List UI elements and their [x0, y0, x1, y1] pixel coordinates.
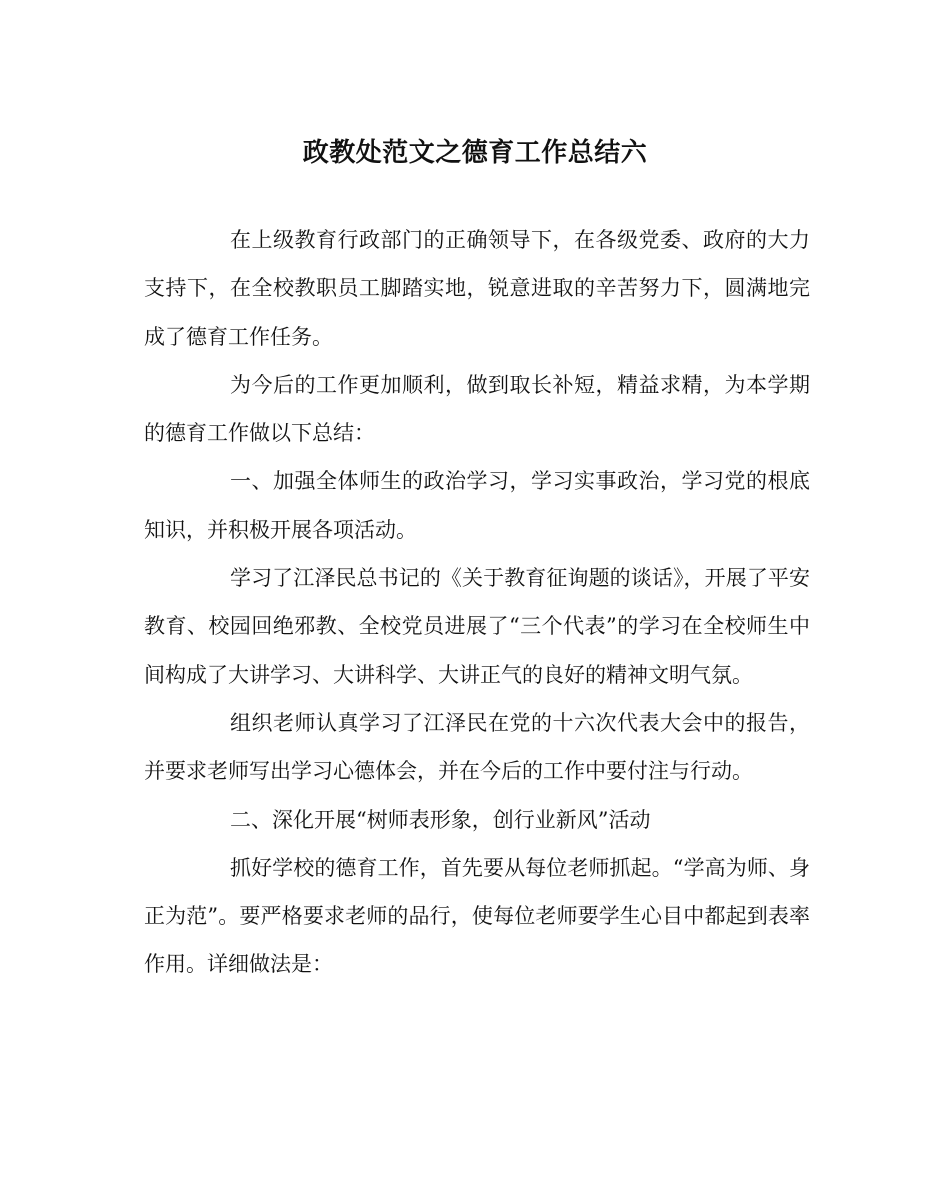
- paragraph: 为今后的工作更加顺利，做到取长补短，精益求精，为本学期的德育工作做以下总结：: [144, 372, 810, 446]
- section-heading: 二、深化开展“树师表形象，创行业新风”活动: [230, 807, 651, 832]
- document-title: 政教处范文之德育工作总结六: [302, 138, 648, 168]
- section-heading: 一、加强全体师生的政治学习，学习实事政治，学习党的根底知识，并积极开展各项活动。: [144, 469, 810, 542]
- document-body: [144, 216, 810, 989]
- paragraph: 在上级教育行政部门的正确领导下，在各级党委、政府的大力支持下，在全校教职员工脚踏实地，锐意进取的辛苦努力下，圆满地完成了德育工作任务。: [144, 228, 810, 349]
- paragraph: 组织老师认真学习了江泽民在党的十六次代表大会中的报告，并要求老师写出学习心德体会，并在今后的工作中要付注与行动。: [144, 710, 810, 784]
- paragraph: 学习了江泽民总书记的《关于教育征询题的谈话》，开展了平安教育、校园回绝邪教、全校党员进展了“三个代表”的学习在全校师生中间构成了大讲学习、大讲科学、大讲正气的良好的精神文明气氛。: [144, 566, 810, 687]
- paragraph: 抓好学校的德育工作，首先要从每位老师抓起。“学高为师、身正为范”。要严格要求老师的品行，使每位老师要学生心目中都起到表率作用。详细做法是：: [144, 855, 810, 977]
